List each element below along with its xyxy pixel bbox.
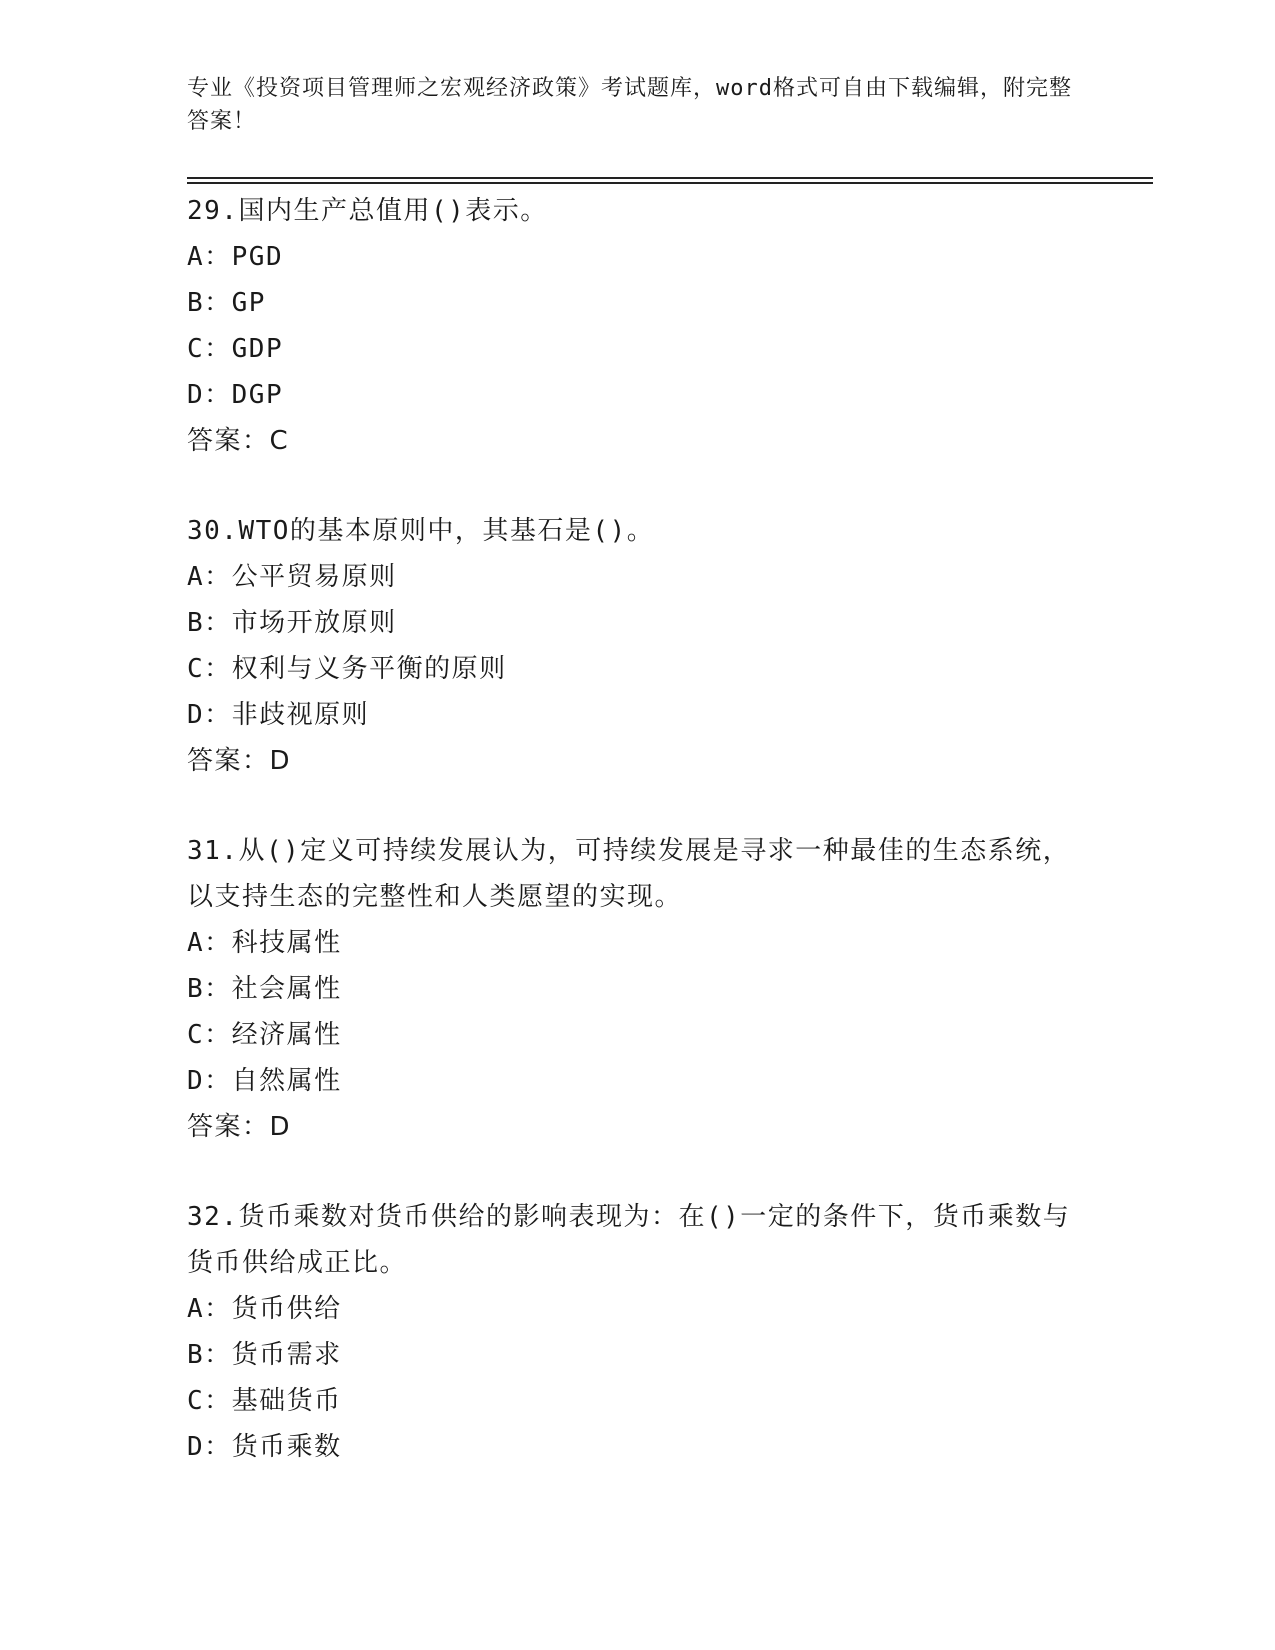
question-31 [187, 828, 1087, 1150]
option-c: C：权利与义务平衡的原则 [187, 654, 507, 684]
question-29 [187, 188, 1087, 464]
option-a: A：PGD [187, 242, 284, 272]
option-b: B：货币需求 [187, 1340, 342, 1370]
option-c: C：经济属性 [187, 1020, 342, 1050]
option-d: D：自然属性 [187, 1066, 342, 1096]
question-list [187, 188, 1087, 1514]
question-stem: 32.货币乘数对货币供给的影响表现为：在()一定的条件下，货币乘数与货币供给成正比。 [187, 1202, 1071, 1278]
option-d: D：非歧视原则 [187, 700, 370, 730]
option-b: B：GP [187, 288, 266, 318]
question-32 [187, 1194, 1087, 1470]
question-stem: 30.WTO的基本原则中，其基石是()。 [187, 516, 655, 546]
option-d: D：DGP [187, 380, 284, 410]
header-divider-top [187, 177, 1153, 179]
question-stem: 29.国内生产总值用()表示。 [187, 196, 548, 226]
option-d: D：货币乘数 [187, 1432, 342, 1462]
option-c: C：基础货币 [187, 1386, 342, 1416]
option-c: C：GDP [187, 334, 284, 364]
question-30 [187, 508, 1087, 784]
option-a: A：公平贸易原则 [187, 562, 397, 592]
answer-line: 答案：D [187, 746, 292, 776]
option-a: A：货币供给 [187, 1294, 342, 1324]
option-a: A：科技属性 [187, 928, 342, 958]
answer-line: 答案：C [187, 426, 290, 456]
answer-line: 答案：D [187, 1112, 292, 1142]
question-stem: 31.从()定义可持续发展认为，可持续发展是寻求一种最佳的生态系统，以支持生态的完整性和人类愿望的实现。 [187, 836, 1071, 912]
option-b: B：社会属性 [187, 974, 342, 1004]
option-b: B：市场开放原则 [187, 608, 397, 638]
header-divider-bottom [187, 182, 1153, 184]
document-header: 专业《投资项目管理师之宏观经济政策》考试题库，word格式可自由下载编辑，附完整答案！ [187, 76, 1072, 134]
